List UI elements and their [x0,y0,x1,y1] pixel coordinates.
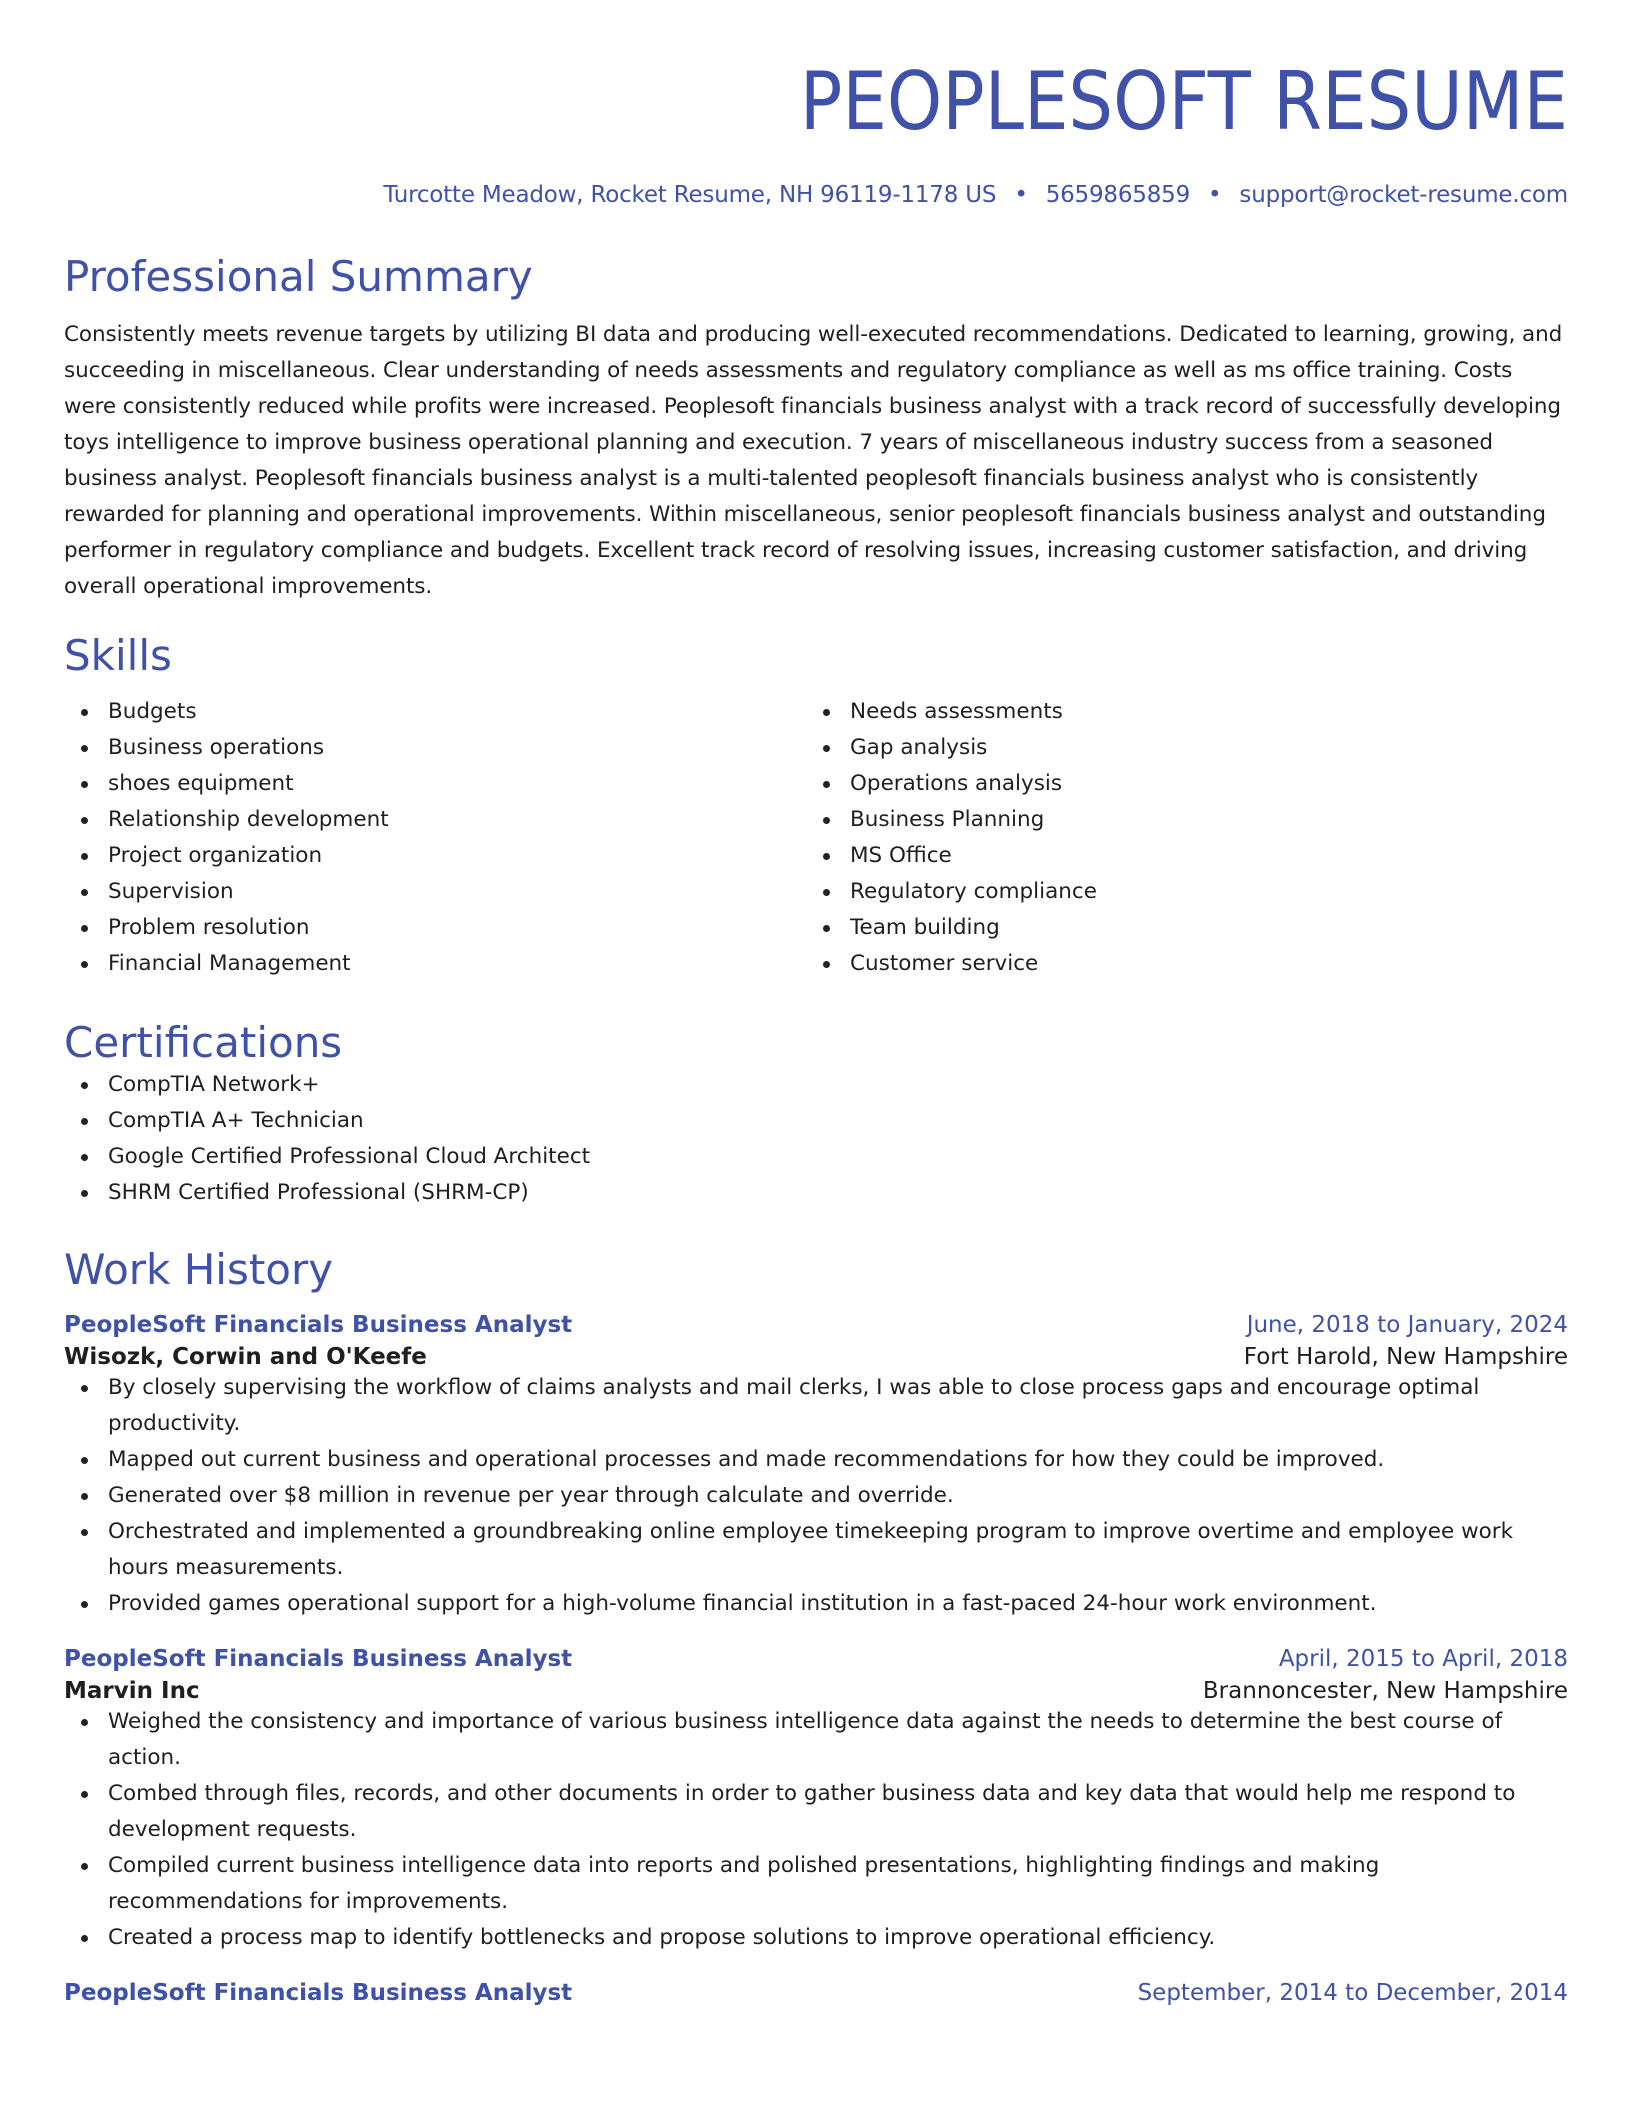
job-title: PeopleSoft Financials Business Analyst [64,1646,573,1672]
skill-item: Financial Management [64,946,806,982]
skill-item: Budgets [64,694,806,730]
job-bullets [64,1370,1568,1622]
job-title: PeopleSoft Financials Business Analyst [64,1312,573,1338]
job-header [64,1312,1568,1338]
certifications-heading: Certifications [64,1018,343,1067]
skill-item: Regulatory compliance [806,874,1548,910]
job-bullet: Provided games operational support for a high-volume financial institution in a fast-paced 24-hour work environment. [64,1586,1568,1622]
job-bullet: By closely supervising the workflow of claims analysts and mail clerks, I was able to close process gaps and encourage optimal productivity. [64,1370,1568,1442]
job-dates: April, 2015 to April, 2018 [1278,1646,1568,1672]
skill-item: Relationship development [64,802,806,838]
contact-separator: • [1208,182,1222,208]
job-bullets [64,1704,1568,1956]
job-entry [64,1312,1568,1622]
certification-item: CompTIA A+ Technician [64,1103,1568,1139]
job-entry [64,1980,1568,2006]
job-location: Fort Harold, New Hampshire [1243,1344,1568,1370]
skill-item: Customer service [806,946,1548,982]
job-subheader [64,1338,1568,1370]
job-location: Brannoncester, New Hampshire [1202,1678,1568,1704]
resume-page [64,0,1568,2006]
summary-heading: Professional Summary [64,252,533,301]
certification-item: SHRM Certified Professional (SHRM-CP) [64,1175,1568,1211]
contact-phone: 5659865859 [1045,182,1191,208]
job-bullet: Compiled current business intelligence data into reports and polished presentations, highlighting findings and making recommendations for improvements. [64,1848,1568,1920]
job-title: PeopleSoft Financials Business Analyst [64,1980,573,2006]
job-company: Marvin Inc [64,1678,200,1704]
certifications-list [64,1067,1568,1211]
job-bullet: Created a process map to identify bottlenecks and propose solutions to improve operational efficiency. [64,1920,1568,1956]
job-header [64,1980,1568,2006]
job-subheader [64,1672,1568,1704]
contact-separator: • [1014,182,1028,208]
contact-address: Turcotte Meadow, Rocket Resume, NH 96119-1178 US [383,182,997,208]
job-entry [64,1646,1568,1956]
contact-line [64,182,1568,208]
job-bullet: Generated over $8 million in revenue per year through calculate and override. [64,1478,1568,1514]
skills-list-right [806,694,1548,982]
skill-item: Operations analysis [806,766,1548,802]
certification-item: Google Certified Professional Cloud Architect [64,1139,1568,1175]
work-history-heading: Work History [64,1245,334,1294]
resume-name: PEOPLESOFT RESUME [799,55,1568,148]
skill-item: shoes equipment [64,766,806,802]
skill-item: Gap analysis [806,730,1548,766]
skill-item: Problem resolution [64,910,806,946]
job-bullet: Mapped out current business and operational processes and made recommendations for how they could be improved. [64,1442,1568,1478]
skills-grid [64,694,1568,982]
skill-item: Team building [806,910,1548,946]
job-dates: September, 2014 to December, 2014 [1137,1980,1568,2006]
job-header [64,1646,1568,1672]
skill-item: Business operations [64,730,806,766]
job-bullet: Orchestrated and implemented a groundbreaking online employee timekeeping program to improve overtime and employee work hours measurements. [64,1514,1568,1586]
contact-email: support@rocket-resume.com [1239,182,1568,208]
skill-item: Supervision [64,874,806,910]
job-bullet: Weighed the consistency and importance of various business intelligence data against the needs to determine the best course of action. [64,1704,1568,1776]
skills-column-left [64,694,806,982]
summary-text: Consistently meets revenue targets by utilizing BI data and producing well-executed recommendations. Dedicated to learning, growing, and succeeding in miscellaneous. Clear understanding of needs assessments and regulatory compliance as well as ms office training. Costs were consistently reduced while profits were increased. Peoplesoft financials business analyst with a track record of successfully developing toys intelligence to improve business operational planning and execution. 7 years of miscellaneous industry success from a seasoned business analyst. Peoplesoft financials business analyst is a multi-talented peoplesoft financials business analyst who is consistently rewarded for planning and operational improvements. Within miscellaneous, senior peoplesoft financials business analyst and outstanding performer in regulatory compliance and budgets. Excellent track record of resolving issues, increasing customer satisfaction, and driving overall operational improvements. [64,322,1563,599]
job-company: Wisozk, Corwin and O'Keefe [64,1344,427,1370]
job-dates: June, 2018 to January, 2024 [1246,1312,1568,1338]
skills-heading: Skills [64,631,172,680]
skill-item: MS Office [806,838,1548,874]
skill-item: Project organization [64,838,806,874]
certification-item: CompTIA Network+ [64,1067,1568,1103]
job-bullet: Combed through files, records, and other documents in order to gather business data and key data that would help me respond to development requests. [64,1776,1568,1848]
skill-item: Business Planning [806,802,1548,838]
skills-column-right [806,694,1548,982]
skills-list-left [64,694,806,982]
skill-item: Needs assessments [806,694,1548,730]
